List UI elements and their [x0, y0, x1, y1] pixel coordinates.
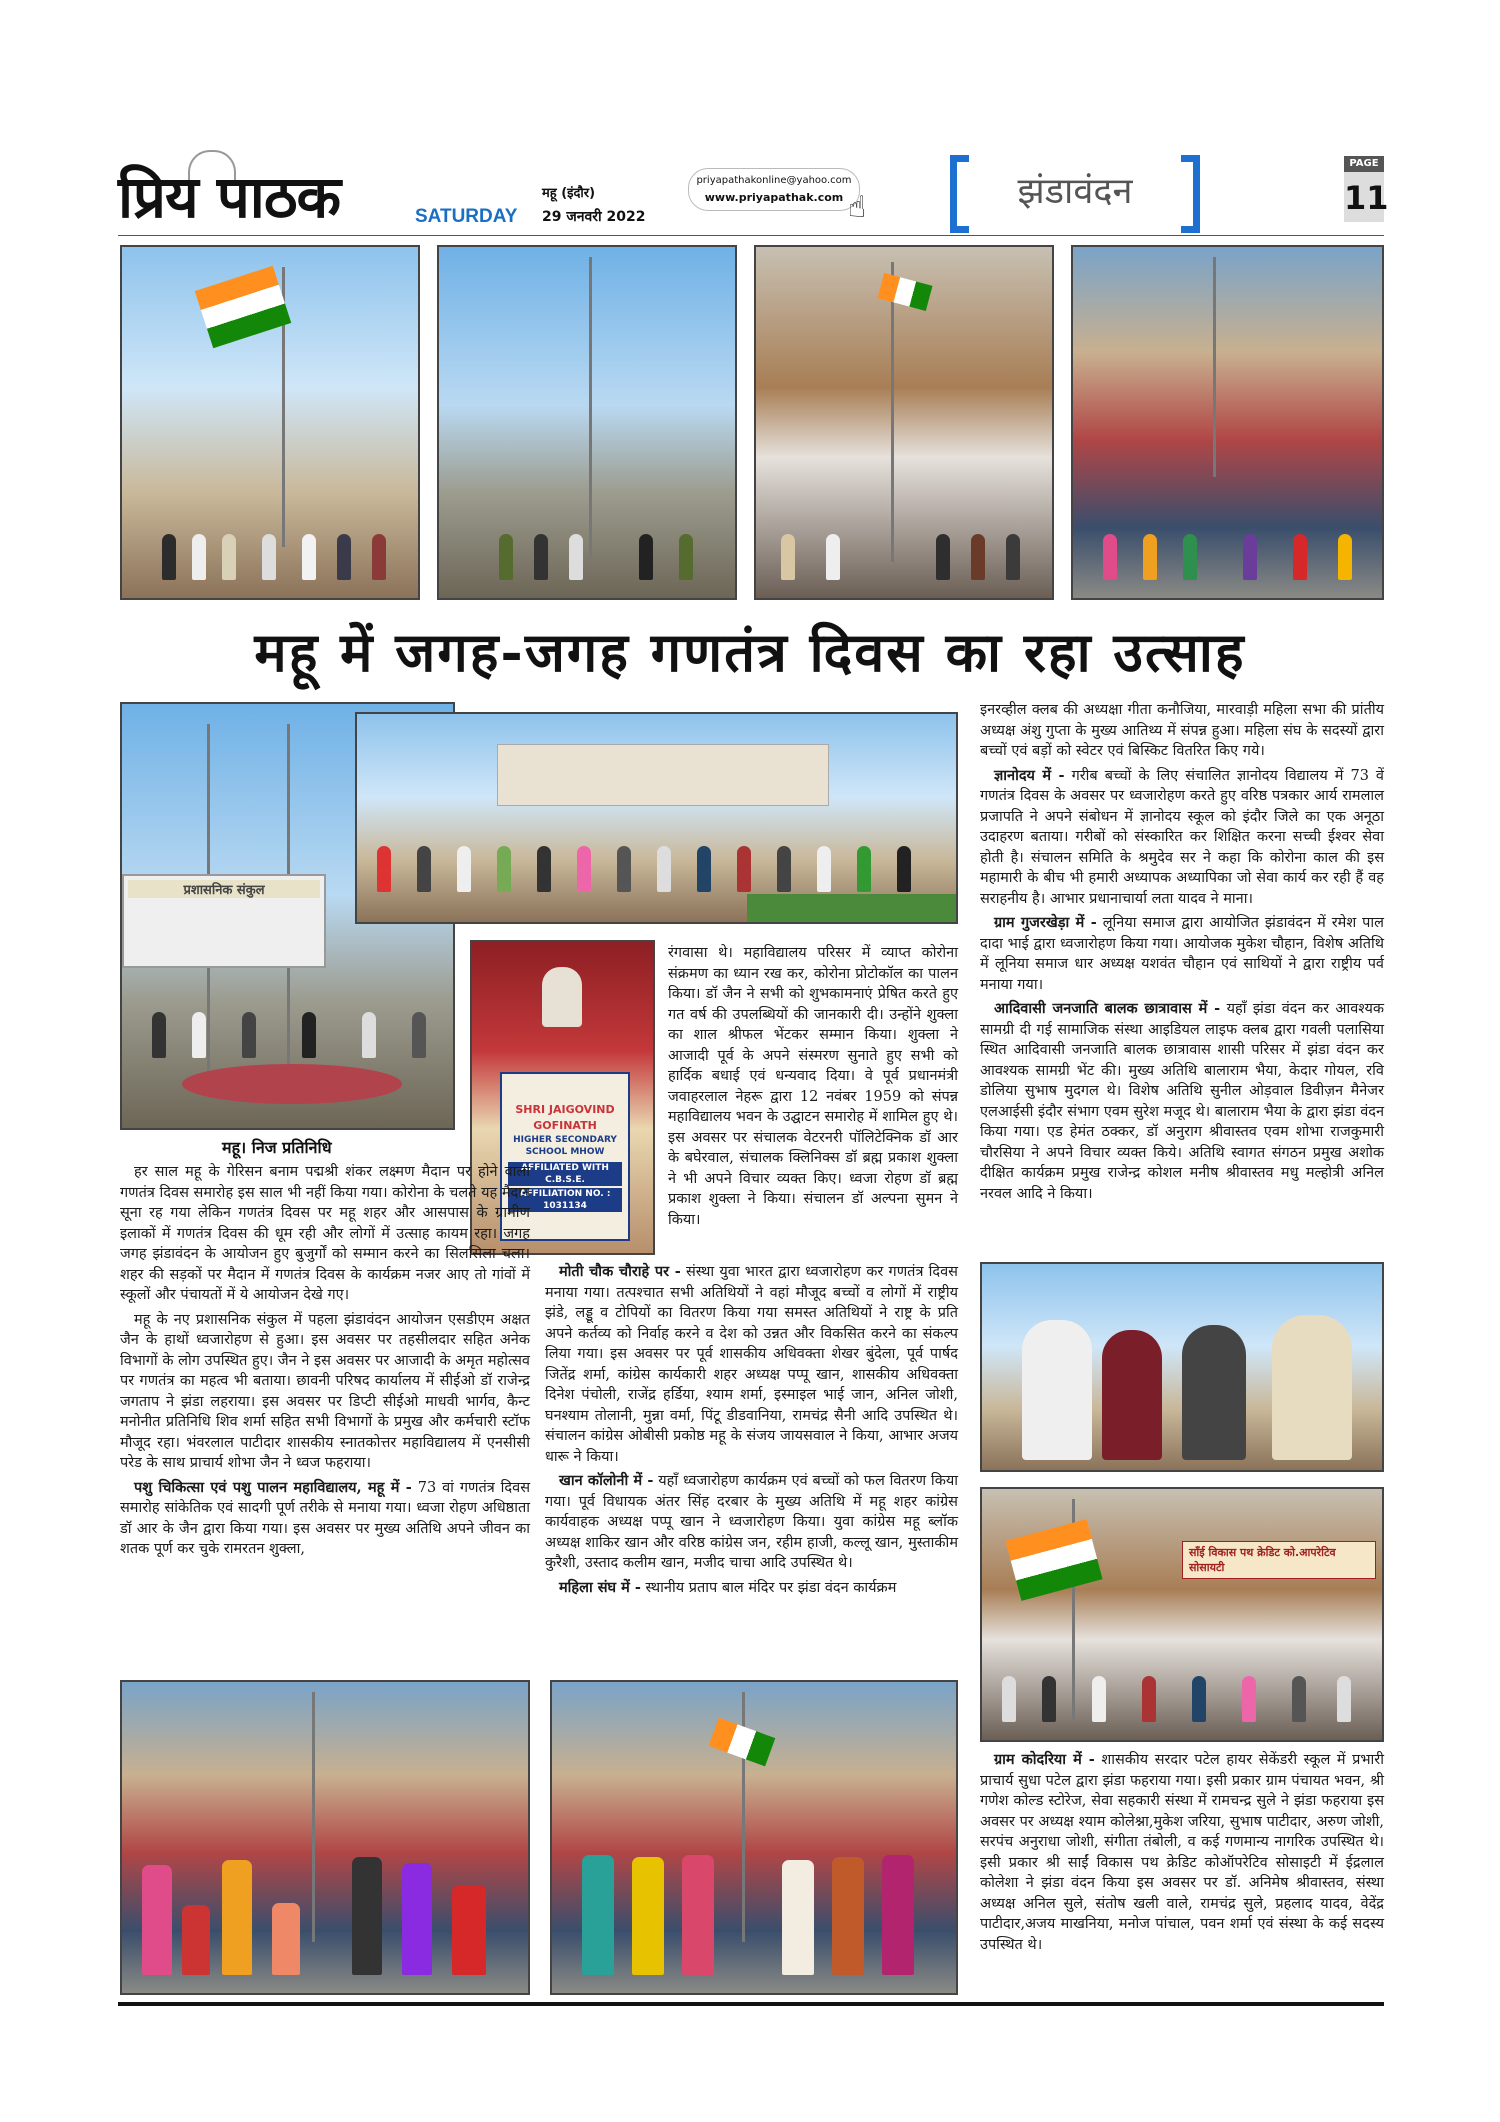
page-tag [1344, 156, 1389, 226]
article-paragraph [980, 766, 1384, 910]
flag-pole [891, 262, 894, 562]
school-affiliation: AFFILIATED WITH C.B.S.E. [508, 1162, 622, 1186]
article-paragraph: इनरव्हील क्लब की अध्यक्षा गीता कनौजिया, मारवाड़ी महिला सभा की प्रांतीय अध्यक्ष अंशु गुप्ता के मुख्य आतिथ्य में संपन्न हुआ। महिला संघ के सदस्यों द्वारा बच्चों एवं बड़ों को स्वेटर एवं बिस्किट वितरित किए गये। [980, 702, 1384, 759]
person [352, 1857, 382, 1975]
person [632, 1857, 664, 1975]
person [1042, 1676, 1056, 1722]
paragraph-body: संस्था युवा भारत द्वारा ध्वजारोहण कर गणतंत्र दिवस मनाया गया। तत्पश्चात सभी अतिथियों ने वहां मौजूद बच्चों व लोगों में राष्ट्रीय झंडे, लड्डू व टोपियों का वितरण किया गया समस्त अतिथियों ने राष्ट्र के प्रति अपने कर्तव्य को निर्वाह करने व देश को उन्नत और विकसित करने का संकल्प लिया गया। इस अवसर पर पूर्व शासकीय अधिवक्ता शेखर बुंदेला, पूर्व पार्षद जितेंद्र शर्मा, कांग्रेस कार्यकारी शहर अध्यक्ष पप्पू खान, शासकीय अधिवक्ता दिनेश पंचोली, राजेंद्र हर्डिया, श्याम शर्मा, इस्माइल भाई जान, अनिल जोशी, घनश्याम तोलानी, मुन्ना वर्मा, पिंटू डीडवानिया, रामचंद्र सैनी आदि उपस्थित थे। संचालन कांग्रेस ओबीसी प्रकोष्ठ महू के संजय जायसवाल ने किया, आभार अजय धारू ने किया। [545, 1264, 958, 1465]
website-link[interactable]: www.priyapathak.com [704, 191, 844, 204]
person [857, 846, 871, 892]
photo-group-assembly [355, 712, 958, 924]
indian-flag [195, 266, 292, 348]
article-paragraph [545, 1471, 958, 1574]
flag-pole [312, 1692, 315, 1942]
section-label: झंडावंदन [1017, 171, 1133, 212]
rangoli [182, 1064, 402, 1104]
flag-pole [589, 257, 592, 557]
person [1242, 1676, 1256, 1722]
person [577, 846, 591, 892]
photo-felicitation [980, 1262, 1384, 1472]
indian-flag [877, 273, 932, 311]
article-column-3-lower [980, 1750, 1384, 1959]
person [377, 846, 391, 892]
paragraph-body: यहाँ झंडा वंदन कर आवश्यक सामग्री दी गई सामाजिक संस्था आइडियल लाइफ क्लब द्वारा गवली पलासिया स्थित आदिवासी जनजाति बालक छात्रावास शासी परिसर में झंडा वंदन कर आवश्यक सामग्री भेंट की। मुख्य अतिथि बालाराम भैया, केदार गोयल, रवि डोलिया सुभाष मुदगल थे। विशेष अतिथि सुनील ओड़वाल डिवीज़न मैनेजर एलआईसी इंदौर संभाग एवम सुरेश मजूद थे। बालाराम भैया के द्वारा झंडा वंदन किया गया। एड हेमंत ठक्कर, डॉ अनुराग श्रीवास्तव एवम शोभा राजकुमारी चौरसिया ने अपने विचार व्यक्त किये। अतिथि स्वागत संगठन प्रमुख अशोक दीक्षित कार्यक्रम प्रमुख राजेन्द्र कोशल मनीष श्रीवास्तव मधु मल्होत्री अनिल नरवल आदि ने किया। [980, 1001, 1384, 1202]
person [372, 534, 386, 580]
school-name: SHRI JAIGOVIND GOFINATH [515, 1103, 615, 1132]
paragraph-body: यहाँ ध्वजारोहण कार्यक्रम एवं बच्चों को फल वितरण किया गया। पूर्व विधायक अंतर सिंह दरबार के मुख्य अतिथि में महू शहर कांग्रेस कार्यवाहक अध्यक्ष पप्पू खान ने ध्वजारोहण किया। युवा कांग्रेस महू ब्लॉक अध्यक्ष शाकिर खान और वरिष्ठ कांग्रेस जन, रहीम हाजी, कल्लू खान, मुस्ताकीम कुरैशी, उस्ताद कलीम खान, मजीद चाचा आदि उपस्थित थे। [545, 1473, 958, 1571]
photo-credit-society [980, 1487, 1384, 1742]
person [402, 1863, 432, 1975]
main-headline: महू में जगह-जगह गणतंत्र दिवस का रहा उत्साह [254, 620, 1246, 684]
paragraph-body: स्थानीय प्रताप बाल मंदिर पर झंडा वंदन कार्यक्रम [645, 1579, 897, 1596]
person [639, 534, 653, 580]
person [1102, 1330, 1162, 1460]
person [617, 846, 631, 892]
flag-pole [1213, 257, 1216, 477]
person [222, 1860, 252, 1975]
person [142, 1865, 172, 1975]
person [152, 1012, 166, 1058]
article-paragraph [545, 1578, 958, 1599]
paragraph-body: लूनिया समाज द्वारा आयोजित झंडावंदन में रमेश पाल दादा भाई द्वारा ध्वजारोहण किया गया। आयोजक मुकेश चौहान, विशेष अतिथि में लूनिया समाज धार अध्यक्ष यशवंत चौहान एवं साथियों ने द्वारा राष्ट्रीय पर्व मनाया गया। [980, 915, 1385, 993]
photo-college-hoisting [754, 245, 1054, 600]
subhead: मोती चौक चौराहे पर - [559, 1263, 681, 1280]
paragraph-body: गरीब बच्चों के लिए संचालित ज्ञानोदय विद्यालय में 73 वें गणतंत्र दिवस के अवसर पर ध्वजारोहण करते हुए वरिष्ठ पत्रकार आर्य रामलाल प्रजापति ने अपने संबोधन में ज्ञानोदय स्कूल को इंदौर जिले का एक अनूठा उदाहरण बताया। गरीबों को संस्कारित कर शिक्षित करना सच्ची ईश्वर सेवा होती है। संचालन समिति के श्रमुदेव सर ने कहा कि कोरोना काल की इस महामारी के बीच भी हमारी अध्यापक अध्यापिका जो सेवा कार्य कर रही हैं वह सराहनीय है। आभार प्रधानाचार्या लता यादव ने माना। [980, 767, 1384, 907]
person [222, 534, 236, 580]
person [1337, 1676, 1351, 1722]
person [971, 534, 985, 580]
article-column-3 [980, 700, 1384, 1208]
article-column-2 [545, 1262, 958, 1602]
article-column-2-upper [668, 943, 958, 1234]
child [182, 1905, 210, 1975]
paragraph-body: 73 वां गणतंत्र दिवस समारोह सांकेतिक एवं सादगी पूर्ण तरीके से मनाया गया। ध्वजा रोहण अधिष्ठाता डॉ आर के जैन द्वारा किया गया। इस अवसर पर मुख्य अतिथि अपने जीवन का शतक पूर्ण कर चुके रामरतन शुक्ला, [120, 1479, 530, 1557]
person [777, 846, 791, 892]
cadet [679, 534, 693, 580]
person [417, 846, 431, 892]
person [1092, 1676, 1106, 1722]
indian-flag [1005, 1519, 1102, 1601]
child-in-hoodie [452, 1885, 486, 1975]
person [1293, 534, 1307, 580]
photo-mahila-sangh-women [550, 1680, 958, 1995]
photo-flag-hoisting-1 [120, 245, 420, 600]
masthead-rule [118, 235, 1384, 236]
cadet [499, 534, 513, 580]
page-number: 11 [1344, 172, 1384, 222]
article-paragraph [980, 999, 1384, 1204]
person [497, 846, 511, 892]
byline: महू। निज प्रतिनिधि [222, 1138, 332, 1157]
edition-date: 29 जनवरी 2022 [542, 209, 646, 225]
person [569, 534, 583, 580]
person [337, 534, 351, 580]
subhead: ग्राम कोदरिया में - [994, 1751, 1095, 1768]
person [192, 1012, 206, 1058]
right-bracket [1181, 155, 1200, 233]
article-column-1 [120, 1162, 530, 1564]
person [537, 846, 551, 892]
hedge [747, 894, 957, 922]
person-in-shawl [1022, 1320, 1092, 1460]
weekday: SATURDAY [415, 206, 518, 227]
school-affiliation-no: AFFILIATION NO. : 1031134 [508, 1188, 622, 1212]
photo-ncc-parade [437, 245, 737, 600]
person [781, 534, 795, 580]
article-paragraph [980, 913, 1384, 995]
person [1183, 534, 1197, 580]
person [782, 1860, 814, 1975]
person [262, 534, 276, 580]
person [302, 1012, 316, 1058]
subhead: पशु चिकित्सा एवं पशु पालन महाविद्यालय, महू में - [134, 1478, 412, 1496]
subhead: खान कॉलोनी में - [559, 1472, 654, 1489]
building-sign: प्रशासनिक संकुल [128, 880, 320, 898]
person [882, 1855, 914, 1975]
page-label: PAGE [1344, 156, 1384, 172]
person [362, 1012, 376, 1058]
person [302, 534, 316, 580]
person [897, 846, 911, 892]
person [817, 846, 831, 892]
photo-mahila-sangh-children [120, 1680, 530, 1995]
person [936, 534, 950, 580]
subhead: महिला संघ में - [559, 1578, 641, 1596]
person [1103, 534, 1117, 580]
article-paragraph [545, 1262, 958, 1467]
person [1192, 1676, 1206, 1722]
person [1142, 1676, 1156, 1722]
child [272, 1903, 300, 1975]
newspaper-logo: प्रिय पाठक [118, 163, 341, 231]
speaker [542, 967, 582, 1027]
person [1243, 534, 1257, 580]
person [457, 846, 471, 892]
paragraph-body: शासकीय सरदार पटेल हायर सेकेंडरी स्कूल में प्रभारी प्राचार्य सुधा पटेल द्वारा झंडा फहराया गया। इसी प्रकार ग्राम पंचायत भवन, श्री गणेश कोल्ड स्टोरेज, सेवा सहकारी संस्था में रामचन्द्र सुले ने झंडा फहराया इस अवसर पर अध्यक्ष श्याम कोलेश्ना,मुकेश जरिया, सुभाष पाटीदार, अरुण जोशी, सरपंच अनुराधा जोशी, संगीता तंबोली, व कई गणमान्य नागरिक उपस्थित थे। इसी प्रकार श्री साईं विकास पथ क्रेडिट कोऑपरेटिव सोसाइटी में ईद्रलाल कोलेशा ने झंडा वंदन किया इस अवसर पर डॉ. अनिमेष श्रीवास्तव, संस्था अध्यक्ष अनिल सुले, संतोष खली वाले, रामचंद्र सुले, प्रहलाद यादव, वेदेंद्र पाटीदार,अजय माखनिया, मनोज पांचाल, पवन शर्मा एवं संस्था के कई सदस्य उपस्थित थे। [980, 1752, 1384, 1953]
person [242, 1012, 256, 1058]
building [497, 744, 829, 806]
person [582, 1855, 614, 1975]
person [832, 1857, 864, 1975]
person [412, 1012, 426, 1058]
person [682, 1855, 714, 1975]
article-paragraph: रंगवासा थे। महाविद्यालय परिसर में व्याप्त कोरोना संक्रमण का ध्यान रख कर, कोरोना प्रोटोकॉल का पालन किया। डॉ जैन ने सभी को शुभकामनाएं प्रेषित करते हुए गत वर्ष की उपलब्धियों की जानकारी दी। उन्होंने शुक्ला का शाल श्रीफल भेंटकर सम्मान किया। शुक्ला ने आजादी पूर्व के अपने संस्मरण सुनाते हुए सभी को हार्दिक बधाई एवं धन्यवाद दिया। वे पूर्व प्रधानमंत्री जवाहरलाल नेहरू द्वारा 12 नवंबर 1959 को संपन्न महाविद्यालय भवन के उद्घाटन समारोह में शामिल हुए थे। इस अवसर पर संचालक वेटरनरी पॉलिटेक्निक डॉ आर के बघेरवाल, संचालक क्लिनिक्स डॉ ब्रह्म प्रकाश शुक्ला ने भी अपने विचार व्यक्त किए। ध्वजा रोहण डॉ ब्रह्म प्रकाश शुक्ला ने किया। संचालन डॉ अल्पना सुमन ने किया। [668, 945, 958, 1228]
section-tag [950, 155, 1200, 221]
article-paragraph: हर साल महू के गेरिसन बनाम पद्मश्री शंकर लक्ष्मण मैदान पर होने वाला गणतंत्र दिवस समारोह इस साल भी नहीं किया गया। कोरोना के चलते यह मैदान सूना रह गया लेकिन गणतंत्र दिवस पर महू शहर और आसपास के ग्रामीण इलाकों में गणतंत्र दिवस की धूम रही और लोगों में उत्साह कायम रहा। जगह जगह झंडावंदन के आयोजन हुए बुजुर्गों को सम्मान करने का सिलसिला चला। शहर की सड़कों पर मैदान में गणतंत्र दिवस के कार्यक्रम नजर आए तो गांवों में स्कूलों और पंचायतों में ये आयोजन देखे गए। [120, 1164, 530, 1303]
person [162, 534, 176, 580]
person [657, 846, 671, 892]
subhead: ज्ञानोदय में - [994, 766, 1065, 784]
subhead: ग्राम गुजरखेड़ा में - [994, 914, 1097, 931]
society-banner: साँई विकास पथ क्रेडिट को.आपरेटिव सोसायटी [1182, 1541, 1376, 1579]
person [1006, 534, 1020, 580]
article-paragraph [120, 1478, 530, 1560]
person [1182, 1325, 1246, 1460]
page-bottom-rule [118, 2002, 1384, 2006]
subhead: आदिवासी जनजाति बालक छात्रावास में - [994, 1000, 1221, 1017]
person [697, 846, 711, 892]
building [122, 874, 326, 968]
person [1292, 1676, 1306, 1722]
photo-women-gathering [1071, 245, 1384, 600]
pointer-hand-icon: ☝ [848, 190, 867, 225]
person [737, 846, 751, 892]
article-paragraph [980, 1750, 1384, 1955]
person [1338, 534, 1352, 580]
person [826, 534, 840, 580]
person [1143, 534, 1157, 580]
person [1002, 1676, 1016, 1722]
article-paragraph: महू के नए प्रशासनिक संकुल में पहला झंडावंदन आयोजन एसडीएम अक्षत जैन के हाथों ध्वजारोहण से हुआ। इस अवसर पर तहसीलदार सहित अनेक विभागों के लोग उपस्थित हुए। जैन ने इस अवसर पर आजादी के अमृत महोत्सव पर गणतंत्र का महत्व भी बताया। छावनी परिषद कार्यालय में सीईओ डॉ राजेन्द्र जगताप ने झंडा लहराया। इस अवसर पर डिप्टी सीईओ माधवी भार्गव, कैन्ट मनोनीत प्रतिनिधि शिव शर्मा सहित सभी विभागों के प्रमुख और कर्मचारी स्टॉफ मौजूद रहा। भंवरलाल पाटीदार शासकीय स्नातकोत्तर महाविद्यालय में एनसीसी परेड के साथ प्राचार्य शोभा जैन ने ध्वज फहराया। [120, 1311, 530, 1471]
email-text: priyapathakonline@yahoo.com [696, 175, 852, 186]
person [192, 534, 206, 580]
person [1272, 1315, 1352, 1460]
person [534, 534, 548, 580]
contact-box [688, 168, 860, 211]
edition-place: महू (इंदौर) [542, 186, 596, 201]
school-subtitle: HIGHER SECONDARY SCHOOL MHOW [513, 1135, 617, 1157]
